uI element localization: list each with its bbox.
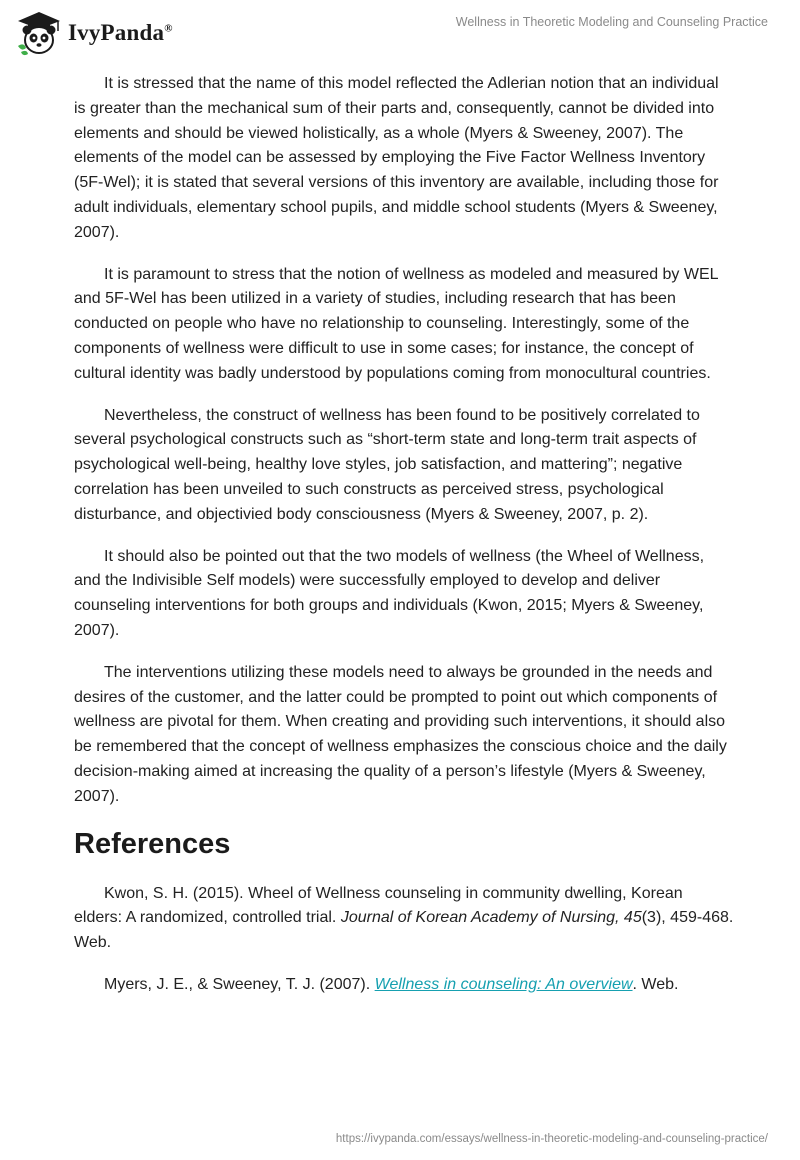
panda-graduate-icon [14, 8, 64, 58]
body-paragraph: It is stressed that the name of this model reflected the Adlerian notion that an individual is greater than the mechanical sum of their parts and, consequently, cannot be divided into elements and should be viewed holistically, as a whole (Myers & Sweeney, 2007). The elements of the model can be assessed by employing the Five Factor Wellness Inventory (5F-Wel); it is stated that several versions of this inventory are available, including those for adult individuals, elementary school pupils, and middle school students (Myers & Sweeney, 2007). [74, 75, 719, 241]
reference-item [74, 882, 734, 956]
brand-logo[interactable] [14, 8, 173, 58]
body-paragraph: It is paramount to stress that the notion of wellness as modeled and measured by WEL and 5F-Wel has been utilized in a variety of studies, including research that has been conducted on people who have no relationship to counseling. Interestingly, some of the components of wellness were difficult to use in some cases; for instance, the concept of cultural identity was badly understood by populations coming from monocultural countries. [74, 265, 718, 382]
reference-item [74, 973, 734, 998]
body-paragraph: The interventions utilizing these models need to always be grounded in the needs and desires of the customer, and the latter could be prompted to point out which components of wellness are pivotal for them. When creating and providing such interventions, it should also be remembered that the concept of wellness emphasizes the conscious choice and the daily decision-making aimed at increasing the quality of a person’s lifestyle (Myers & Sweeney, 2007). [74, 663, 727, 805]
reference-text: . Web. [632, 975, 679, 993]
reference-journal: Journal of Korean Academy of Nursing, 45 [340, 909, 642, 927]
essay-body [74, 72, 734, 1015]
body-paragraph: Nevertheless, the construct of wellness has been found to be positively correlated to several psychological constructs such as “short-term state and long-term trait aspects of psychological well-being, healthy love styles, job satisfaction, and mattering”; negative correlation has been unveiled to such constructs as perceived stress, psychological disturbance, and objectivied body consciousness (Myers & Sweeney, 2007, p. 2). [74, 406, 700, 523]
body-paragraph: It should also be pointed out that the two models of wellness (the Wheel of Wellness, and the Indivisible Self models) were successfully employed to develop and deliver counseling interventions for both groups and individuals (Kwon, 2015; Myers & Sweeney, 2007). [74, 547, 705, 639]
references-heading: References [74, 827, 231, 860]
reference-text: (3), 459-468. Web. [74, 909, 734, 952]
source-url[interactable]: https://ivypanda.com/essays/wellness-in-theoretic-modeling-and-counseling-practice/ [335, 1133, 768, 1145]
reference-text: Kwon, S. H. (2015). Wheel of Wellness counseling in community dwelling, Korean elders: A randomized, controlled trial. [74, 884, 683, 927]
reference-text: Myers, J. E., & Sweeney, T. J. (2007). [104, 975, 375, 993]
brand-name: IvyPanda® [68, 20, 173, 45]
page-header [0, 0, 800, 70]
reference-link[interactable]: Wellness in counseling: An overview [374, 975, 633, 993]
document-title: Wellness in Theoretic Modeling and Counseling Practice [455, 15, 768, 29]
